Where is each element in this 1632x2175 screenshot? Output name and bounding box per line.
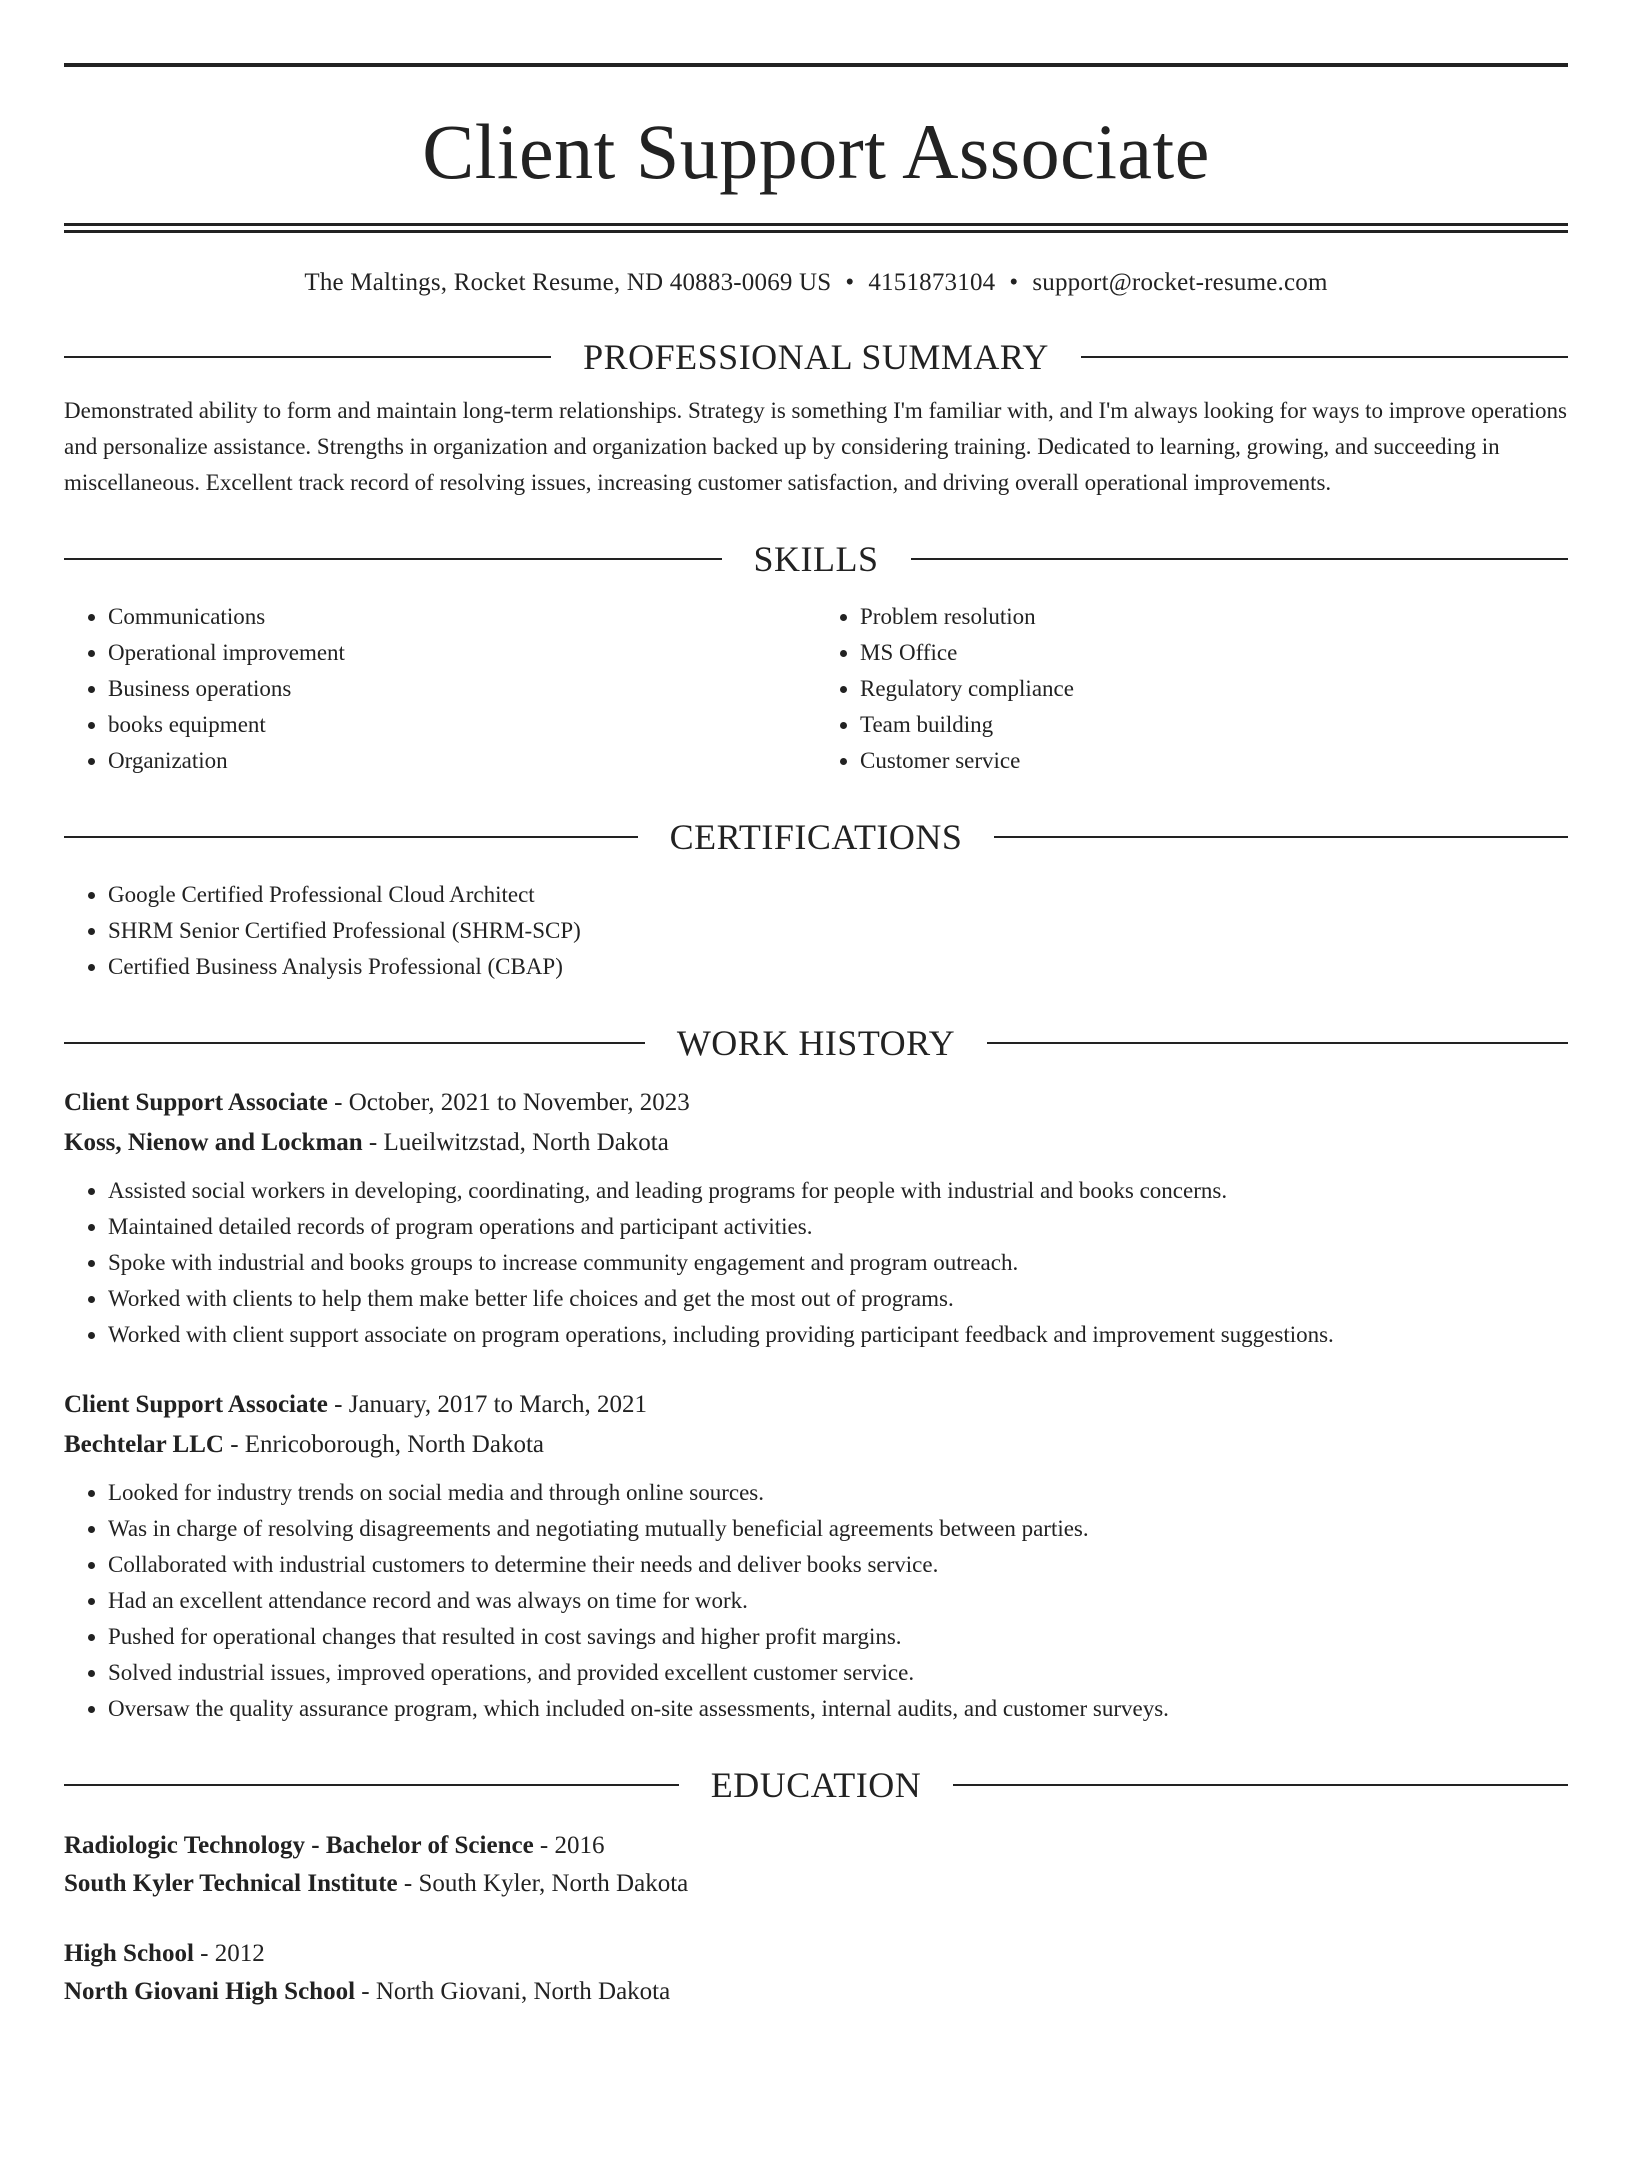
heading-rule	[64, 1784, 679, 1786]
section-title: WORK HISTORY	[676, 1023, 956, 1063]
heading-rule	[1081, 356, 1568, 358]
heading-rule	[64, 558, 722, 560]
skill-item: • Business operations	[108, 671, 816, 707]
contact-separator: •	[1009, 269, 1019, 296]
skill-item: • Communications	[108, 599, 816, 635]
job-bullets	[64, 1475, 1568, 1727]
job-bullet: • Pushed for operational changes that resulted in cost savings and higher profit margins.	[108, 1619, 1568, 1655]
skills-list	[64, 599, 816, 779]
section-title: EDUCATION	[710, 1765, 922, 1805]
heading-rule	[64, 356, 551, 358]
contact-separator: •	[845, 269, 855, 296]
education-school-line	[64, 1865, 1568, 1903]
heading-rule	[64, 1042, 645, 1044]
job-company-line	[64, 1425, 1568, 1465]
education-school-line	[64, 1973, 1568, 2011]
education-degree-line	[64, 1827, 1568, 1865]
job-company: Bechtelar LLC	[64, 1431, 224, 1458]
skill-item: • Team building	[860, 707, 1568, 743]
job-bullet: • Was in charge of resolving disagreements and negotiating mutually beneficial agreements between parties.	[108, 1511, 1568, 1547]
job-title: Client Support Associate	[64, 1089, 328, 1116]
skills-column-left	[64, 599, 816, 779]
job-bullet: • Solved industrial issues, improved operations, and provided excellent customer service.	[108, 1655, 1568, 1691]
summary-text: Demonstrated ability to form and maintain long-term relationships. Strategy is something I'm familiar with, and I'm always looking for ways to improve operations and personalize assistance. Strengths in organization and organization backed up by considering training. Dedicated to learning, growing, and succeeding in miscellaneous. Excellent track record of resolving issues, increasing customer satisfaction, and driving overall operational improvements.	[64, 398, 1567, 495]
resume-title: Client Support Associate	[422, 108, 1210, 195]
contact-address: The Maltings, Rocket Resume, ND 40883-0069 US	[304, 269, 832, 296]
job-dates: - January, 2017 to March, 2021	[327, 1391, 648, 1418]
certification-item: • Certified Business Analysis Professional (CBAP)	[108, 949, 1568, 985]
job-dates: - October, 2021 to November, 2023	[327, 1089, 690, 1116]
job-title-line	[64, 1385, 1568, 1425]
job-bullet: • Collaborated with industrial customers to determine their needs and deliver books service.	[108, 1547, 1568, 1583]
job-location: - Lueilwitzstad, North Dakota	[362, 1129, 669, 1156]
education-entry	[64, 1827, 1568, 1903]
section-heading-summary	[64, 335, 1568, 379]
section-heading-education	[64, 1763, 1568, 1807]
education-location: - North Giovani, North Dakota	[355, 1978, 671, 2005]
section-heading-certifications	[64, 815, 1568, 859]
job-bullet: • Had an excellent attendance record and was always on time for work.	[108, 1583, 1568, 1619]
skill-item: • Customer service	[860, 743, 1568, 779]
section-title: CERTIFICATIONS	[669, 817, 963, 857]
section-title: PROFESSIONAL SUMMARY	[583, 337, 1049, 377]
skills-list	[816, 599, 1568, 779]
section-title: SKILLS	[753, 539, 879, 579]
job-bullet: • Assisted social workers in developing, coordinating, and leading programs for people with industrial and books concerns.	[108, 1173, 1568, 1209]
resume-page	[0, 63, 1632, 2175]
certifications-list	[64, 877, 1568, 985]
heading-rule	[994, 836, 1568, 838]
job-title: Client Support Associate	[64, 1391, 328, 1418]
education-school: North Giovani High School	[64, 1978, 356, 2005]
education-degree: High School	[64, 1940, 194, 1967]
job-company-line	[64, 1123, 1568, 1163]
education-degree-line	[64, 1935, 1568, 1973]
skill-item: • Regulatory compliance	[860, 671, 1568, 707]
education-year: - 2012	[193, 1940, 265, 1967]
education-school: South Kyler Technical Institute	[64, 1870, 398, 1897]
heading-rule	[911, 558, 1569, 560]
job-bullet: • Worked with clients to help them make better life choices and get the most out of programs.	[108, 1281, 1568, 1317]
section-heading-work	[64, 1021, 1568, 1065]
certification-item: • SHRM Senior Certified Professional (SHRM-SCP)	[108, 913, 1568, 949]
job-bullet: • Maintained detailed records of program operations and participant activities.	[108, 1209, 1568, 1245]
education-degree: Radiologic Technology - Bachelor of Science	[64, 1832, 534, 1859]
skill-item: • Organization	[108, 743, 816, 779]
top-rule	[64, 63, 1568, 67]
education-entry	[64, 1935, 1568, 2011]
skills-column-right	[816, 599, 1568, 779]
job-company: Koss, Nienow and Lockman	[64, 1129, 363, 1156]
job-bullets	[64, 1173, 1568, 1353]
skill-item: • Problem resolution	[860, 599, 1568, 635]
contact-phone: 4151873104	[868, 269, 996, 296]
heading-rule	[64, 836, 638, 838]
contact-line	[64, 267, 1568, 299]
skill-item: • books equipment	[108, 707, 816, 743]
skill-item: • MS Office	[860, 635, 1568, 671]
job-bullet: • Spoke with industrial and books groups to increase community engagement and program outreach.	[108, 1245, 1568, 1281]
job-entry	[64, 1083, 1568, 1353]
contact-email[interactable]: support@rocket-resume.com	[1032, 269, 1328, 296]
education-year: - 2016	[533, 1832, 605, 1859]
job-bullet: • Oversaw the quality assurance program, which included on-site assessments, internal audits, and customer surveys.	[108, 1691, 1568, 1727]
job-bullet: • Worked with client support associate on program operations, including providing participant feedback and improvement suggestions.	[108, 1317, 1568, 1353]
job-bullet: • Looked for industry trends on social media and through online sources.	[108, 1475, 1568, 1511]
double-rule	[64, 223, 1568, 233]
education-location: - South Kyler, North Dakota	[397, 1870, 689, 1897]
job-location: - Enricoborough, North Dakota	[223, 1431, 544, 1458]
job-title-line	[64, 1083, 1568, 1123]
heading-rule	[953, 1784, 1568, 1786]
certification-item: • Google Certified Professional Cloud Architect	[108, 877, 1568, 913]
skills-grid	[64, 599, 1568, 779]
section-heading-skills	[64, 537, 1568, 581]
skill-item: • Operational improvement	[108, 635, 816, 671]
job-entry	[64, 1385, 1568, 1727]
heading-rule	[987, 1042, 1568, 1044]
certifications-block	[64, 877, 1568, 985]
